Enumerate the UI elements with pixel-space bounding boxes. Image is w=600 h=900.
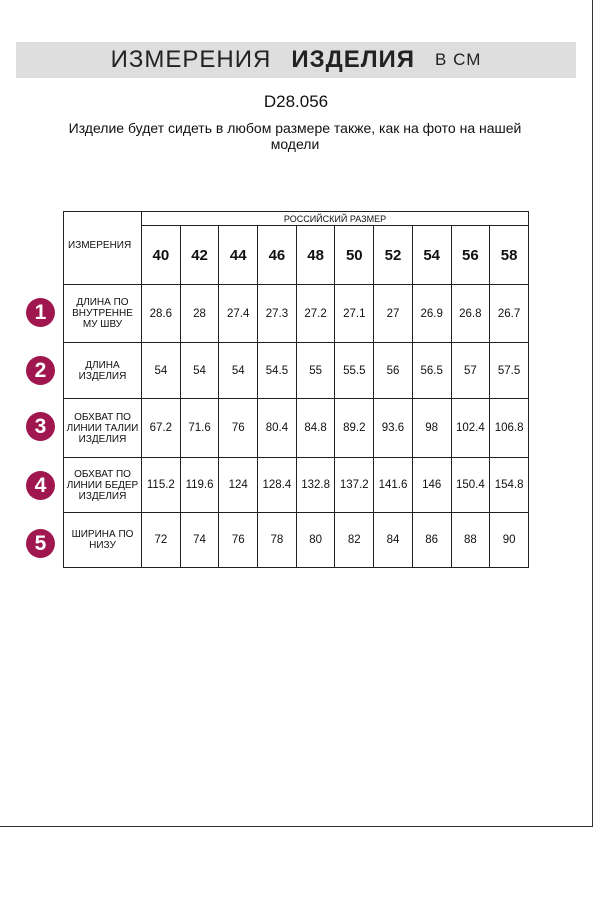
table-cell: 84.8 xyxy=(296,399,335,458)
table-cell: 72 xyxy=(142,513,181,568)
table-cell: 27.3 xyxy=(258,285,297,343)
table-cell: 54 xyxy=(142,343,181,399)
table-cell: 119.6 xyxy=(180,458,219,513)
table-cell: 54 xyxy=(180,343,219,399)
size-header-cell: 56 xyxy=(451,226,490,285)
title-measurements: ИЗМЕРЕНИЯ xyxy=(110,46,272,73)
size-header-cell: 42 xyxy=(180,226,219,285)
table-cell: 115.2 xyxy=(142,458,181,513)
table-cell: 132.8 xyxy=(296,458,335,513)
measurement-label: ДЛИНА ИЗДЕЛИЯ xyxy=(64,343,142,399)
row-number-marker-icon: 3 xyxy=(26,412,55,441)
table-cell: 150.4 xyxy=(451,458,490,513)
size-header-cell: 58 xyxy=(490,226,529,285)
title-bar xyxy=(16,42,576,78)
table-cell: 26.8 xyxy=(451,285,490,343)
table-cell: 56.5 xyxy=(412,343,451,399)
table-cell: 28.6 xyxy=(142,285,181,343)
table-row xyxy=(64,343,529,399)
row-number-marker-icon: 4 xyxy=(26,471,55,500)
table-cell: 74 xyxy=(180,513,219,568)
table-cell: 55 xyxy=(296,343,335,399)
table-cell: 106.8 xyxy=(490,399,529,458)
table-cell: 76 xyxy=(219,399,258,458)
title-unit: В СМ xyxy=(435,50,482,69)
table-cell: 55.5 xyxy=(335,343,374,399)
table-cell: 78 xyxy=(258,513,297,568)
table-row xyxy=(64,513,529,568)
size-header-cell: 48 xyxy=(296,226,335,285)
table-cell: 98 xyxy=(412,399,451,458)
table-cell: 26.9 xyxy=(412,285,451,343)
table-cell: 57.5 xyxy=(490,343,529,399)
table-cell: 76 xyxy=(219,513,258,568)
table-cell: 90 xyxy=(490,513,529,568)
measurement-label: ШИРИНА ПО НИЗУ xyxy=(64,513,142,568)
table-cell: 28 xyxy=(180,285,219,343)
table-cell: 56 xyxy=(374,343,413,399)
size-header-cell: 54 xyxy=(412,226,451,285)
table-cell: 27 xyxy=(374,285,413,343)
table-cell: 88 xyxy=(451,513,490,568)
table-cell: 82 xyxy=(335,513,374,568)
size-header-cell: 50 xyxy=(335,226,374,285)
table-cell: 154.8 xyxy=(490,458,529,513)
table-cell: 54 xyxy=(219,343,258,399)
table-cell: 67.2 xyxy=(142,399,181,458)
table-cell: 71.6 xyxy=(180,399,219,458)
table-cell: 27.1 xyxy=(335,285,374,343)
table-cell: 128.4 xyxy=(258,458,297,513)
table-row xyxy=(64,285,529,343)
product-code: D28.056 xyxy=(263,92,329,111)
table-cell: 57 xyxy=(451,343,490,399)
row-number-marker-icon: 2 xyxy=(26,356,55,385)
title-item: ИЗДЕЛИЯ xyxy=(291,46,416,73)
table-cell: 137.2 xyxy=(335,458,374,513)
table-cell: 93.6 xyxy=(374,399,413,458)
size-group-header: РОССИЙСКИЙ РАЗМЕР xyxy=(142,212,529,226)
table-cell: 89.2 xyxy=(335,399,374,458)
table-cell: 84 xyxy=(374,513,413,568)
table-row xyxy=(64,458,529,513)
row-number-marker-icon: 5 xyxy=(26,529,55,558)
row-number-marker-icon: 1 xyxy=(26,298,55,327)
measurement-label: ОБХВАТ ПО ЛИНИИ БЕДЕР ИЗДЕЛИЯ xyxy=(64,458,142,513)
size-header-cell: 44 xyxy=(219,226,258,285)
table-cell: 124 xyxy=(219,458,258,513)
size-header-cell: 52 xyxy=(374,226,413,285)
table-cell: 80.4 xyxy=(258,399,297,458)
measurement-label: ОБХВАТ ПО ЛИНИИ ТАЛИИ ИЗДЕЛИЯ xyxy=(64,399,142,458)
table-cell: 141.6 xyxy=(374,458,413,513)
table-cell: 86 xyxy=(412,513,451,568)
table-cell: 102.4 xyxy=(451,399,490,458)
size-header-cell: 40 xyxy=(142,226,181,285)
fit-note: Изделие будет сидеть в любом размере также, как на фото на нашей модели xyxy=(68,120,522,152)
table-cell: 27.2 xyxy=(296,285,335,343)
table-row xyxy=(64,399,529,458)
table-cell: 26.7 xyxy=(490,285,529,343)
size-table xyxy=(63,211,529,568)
table-cell: 54.5 xyxy=(258,343,297,399)
measurements-header: ИЗМЕРЕНИЯ xyxy=(64,212,142,285)
size-header-cell: 46 xyxy=(258,226,297,285)
measurement-label: ДЛИНА ПО ВНУТРЕННЕ МУ ШВУ xyxy=(64,285,142,343)
table-cell: 146 xyxy=(412,458,451,513)
table-cell: 27.4 xyxy=(219,285,258,343)
table-cell: 80 xyxy=(296,513,335,568)
size-table-body xyxy=(64,285,529,568)
